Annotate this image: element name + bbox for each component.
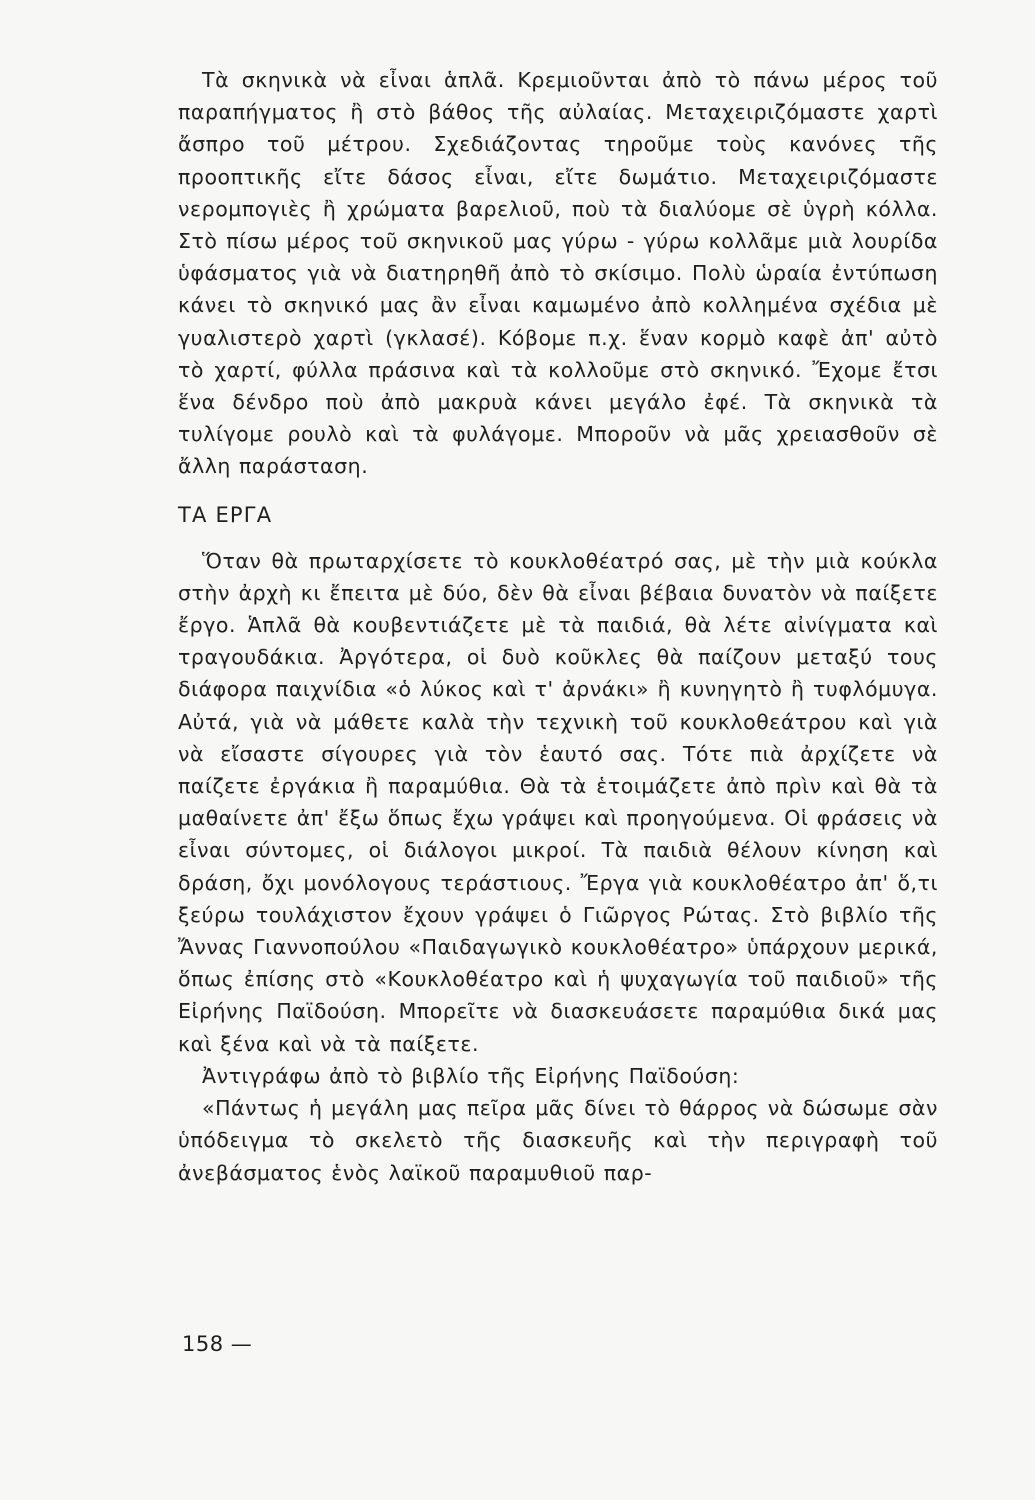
paragraph-quote: «Πάντως ἡ μεγάλη μας πεῖρα μᾶς δίνει τὸ θάρρος νὰ δώσωμε σὰν ὑπόδειγμα τὸ σκελετὸ τῆς διασκευῆς καὶ τὴν περιγραφὴ τοῦ ἀνεβάσματος ἑνὸς λαϊκοῦ παραμυθιοῦ παρ- — [178, 1096, 938, 1185]
paragraph-quote-intro: Ἀντιγράφω ἀπὸ τὸ βιβλίο τῆς Εἰρήνης Παϊδούση: — [202, 1063, 740, 1088]
page-text — [178, 64, 938, 1189]
paragraph-works: Ὅταν θὰ πρωταρχίσετε τὸ κουκλοθέατρό σας, μὲ τὴν μιὰ κούκλα στὴν ἀρχὴ κι ἔπειτα μὲ δύο, δὲν θὰ εἶναι βέβαια δυνατὸν νὰ παίξετε ἔργο. Ἁπλᾶ θὰ κουβεντιάζετε μὲ τὰ παιδιά, θὰ λέτε αἰνίγματα καὶ τραγουδάκια. Ἀργότερα, οἱ δυὸ κοῦκλες θὰ παίζουν μεταξύ τους διάφορα παιχνίδια «ὁ λύκος καὶ τ' ἀρνάκι» ἢ κυνηγητὸ ἢ τυφλόμυγα. Αὐτά, γιὰ νὰ μάθετε καλὰ τὴν τεχνικὴ τοῦ κουκλοθεάτρου καὶ γιὰ νὰ εἴσαστε σίγουρες γιὰ τὸν ἑαυτό σας. Τότε πιὰ ἀρχίζετε νὰ παίζετε ἐργάκια ἢ παραμύθια. Θὰ τὰ ἑτοιμάζετε ἀπὸ πρὶν καὶ θὰ τὰ μαθαίνετε ἀπ' ἔξω ὅπως ἔχω γράψει καὶ προηγούμενα. Οἱ φράσεις νὰ εἶναι σύντομες, οἱ διάλογοι μικροί. Τὰ παιδιὰ θέλουν κίνηση καὶ δράση, ὄχι μονόλογους τεράστιους. Ἔργα γιὰ κουκλοθέατρο ἀπ' ὅ,τι ξεύρω τουλάχιστον ἔχουν γράψει ὁ Γιῶργος Ρώτας. Στὸ βιβλίο τῆς Ἄννας Γιαννοπούλου «Παιδαγωγικὸ κουκλοθέατρο» ὑπάρχουν μερικά, ὅπως ἐπίσης στὸ «Κουκλοθέατρο καὶ ἡ ψυχαγωγία τοῦ παιδιοῦ» τῆς Εἰρήνης Παϊδούση. Μπορεῖτε νὰ διασκευάσετε παραμύθια δικά μας καὶ ξένα καὶ νὰ τὰ παίξετε. — [178, 548, 938, 1056]
page-number: 158 — — [182, 1332, 253, 1356]
section-heading: ΤΑ ΕΡΓΑ — [178, 502, 273, 527]
paragraph-scenery: Τὰ σκηνικὰ νὰ εἶναι ἁπλᾶ. Κρεμιοῦνται ἀπὸ τὸ πάνω μέρος τοῦ παραπήγματος ἢ στὸ βάθος τῆς αὐλαίας. Μεταχειριζόμαστε χαρτὶ ἄσπρο τοῦ μέτρου. Σχεδιάζοντας τηροῦμε τοὺς κανόνες τῆς προοπτικῆς εἴτε δάσος εἶναι, εἴτε δωμάτιο. Μεταχειριζόμαστε νερομπογιὲς ἢ χρώματα βαρελιοῦ, ποὺ τὰ διαλύομε σὲ ὑγρὴ κόλλα. Στὸ πίσω μέρος τοῦ σκηνικοῦ μας γύρω - γύρω κολλᾶμε μιὰ λουρίδα ὑφάσματος γιὰ νὰ διατηρηθῆ ἀπὸ τὸ σκίσιμο. Πολὺ ὡραία ἐντύπωση κάνει τὸ σκηνικό μας ἂν εἶναι καμωμένο ἀπὸ κολλημένα σχέδια μὲ γυαλιστερὸ χαρτὶ (γκλασέ). Κόβομε π.χ. ἕναν κορμὸ καφὲ ἀπ' αὐτὸ τὸ χαρτί, φύλλα πράσινα καὶ τὰ κολλοῦμε στὸ σκηνικό. Ἔχομε ἔτσι ἕνα δένδρο ποὺ ἀπὸ μακρυὰ κάνει μεγάλο ἐφέ. Τὰ σκηνικὰ τὰ τυλίγομε ρουλὸ καὶ τὰ φυλάγομε. Μποροῦν νὰ μᾶς χρειασθοῦν σὲ ἄλλη παράσταση. — [178, 68, 938, 479]
